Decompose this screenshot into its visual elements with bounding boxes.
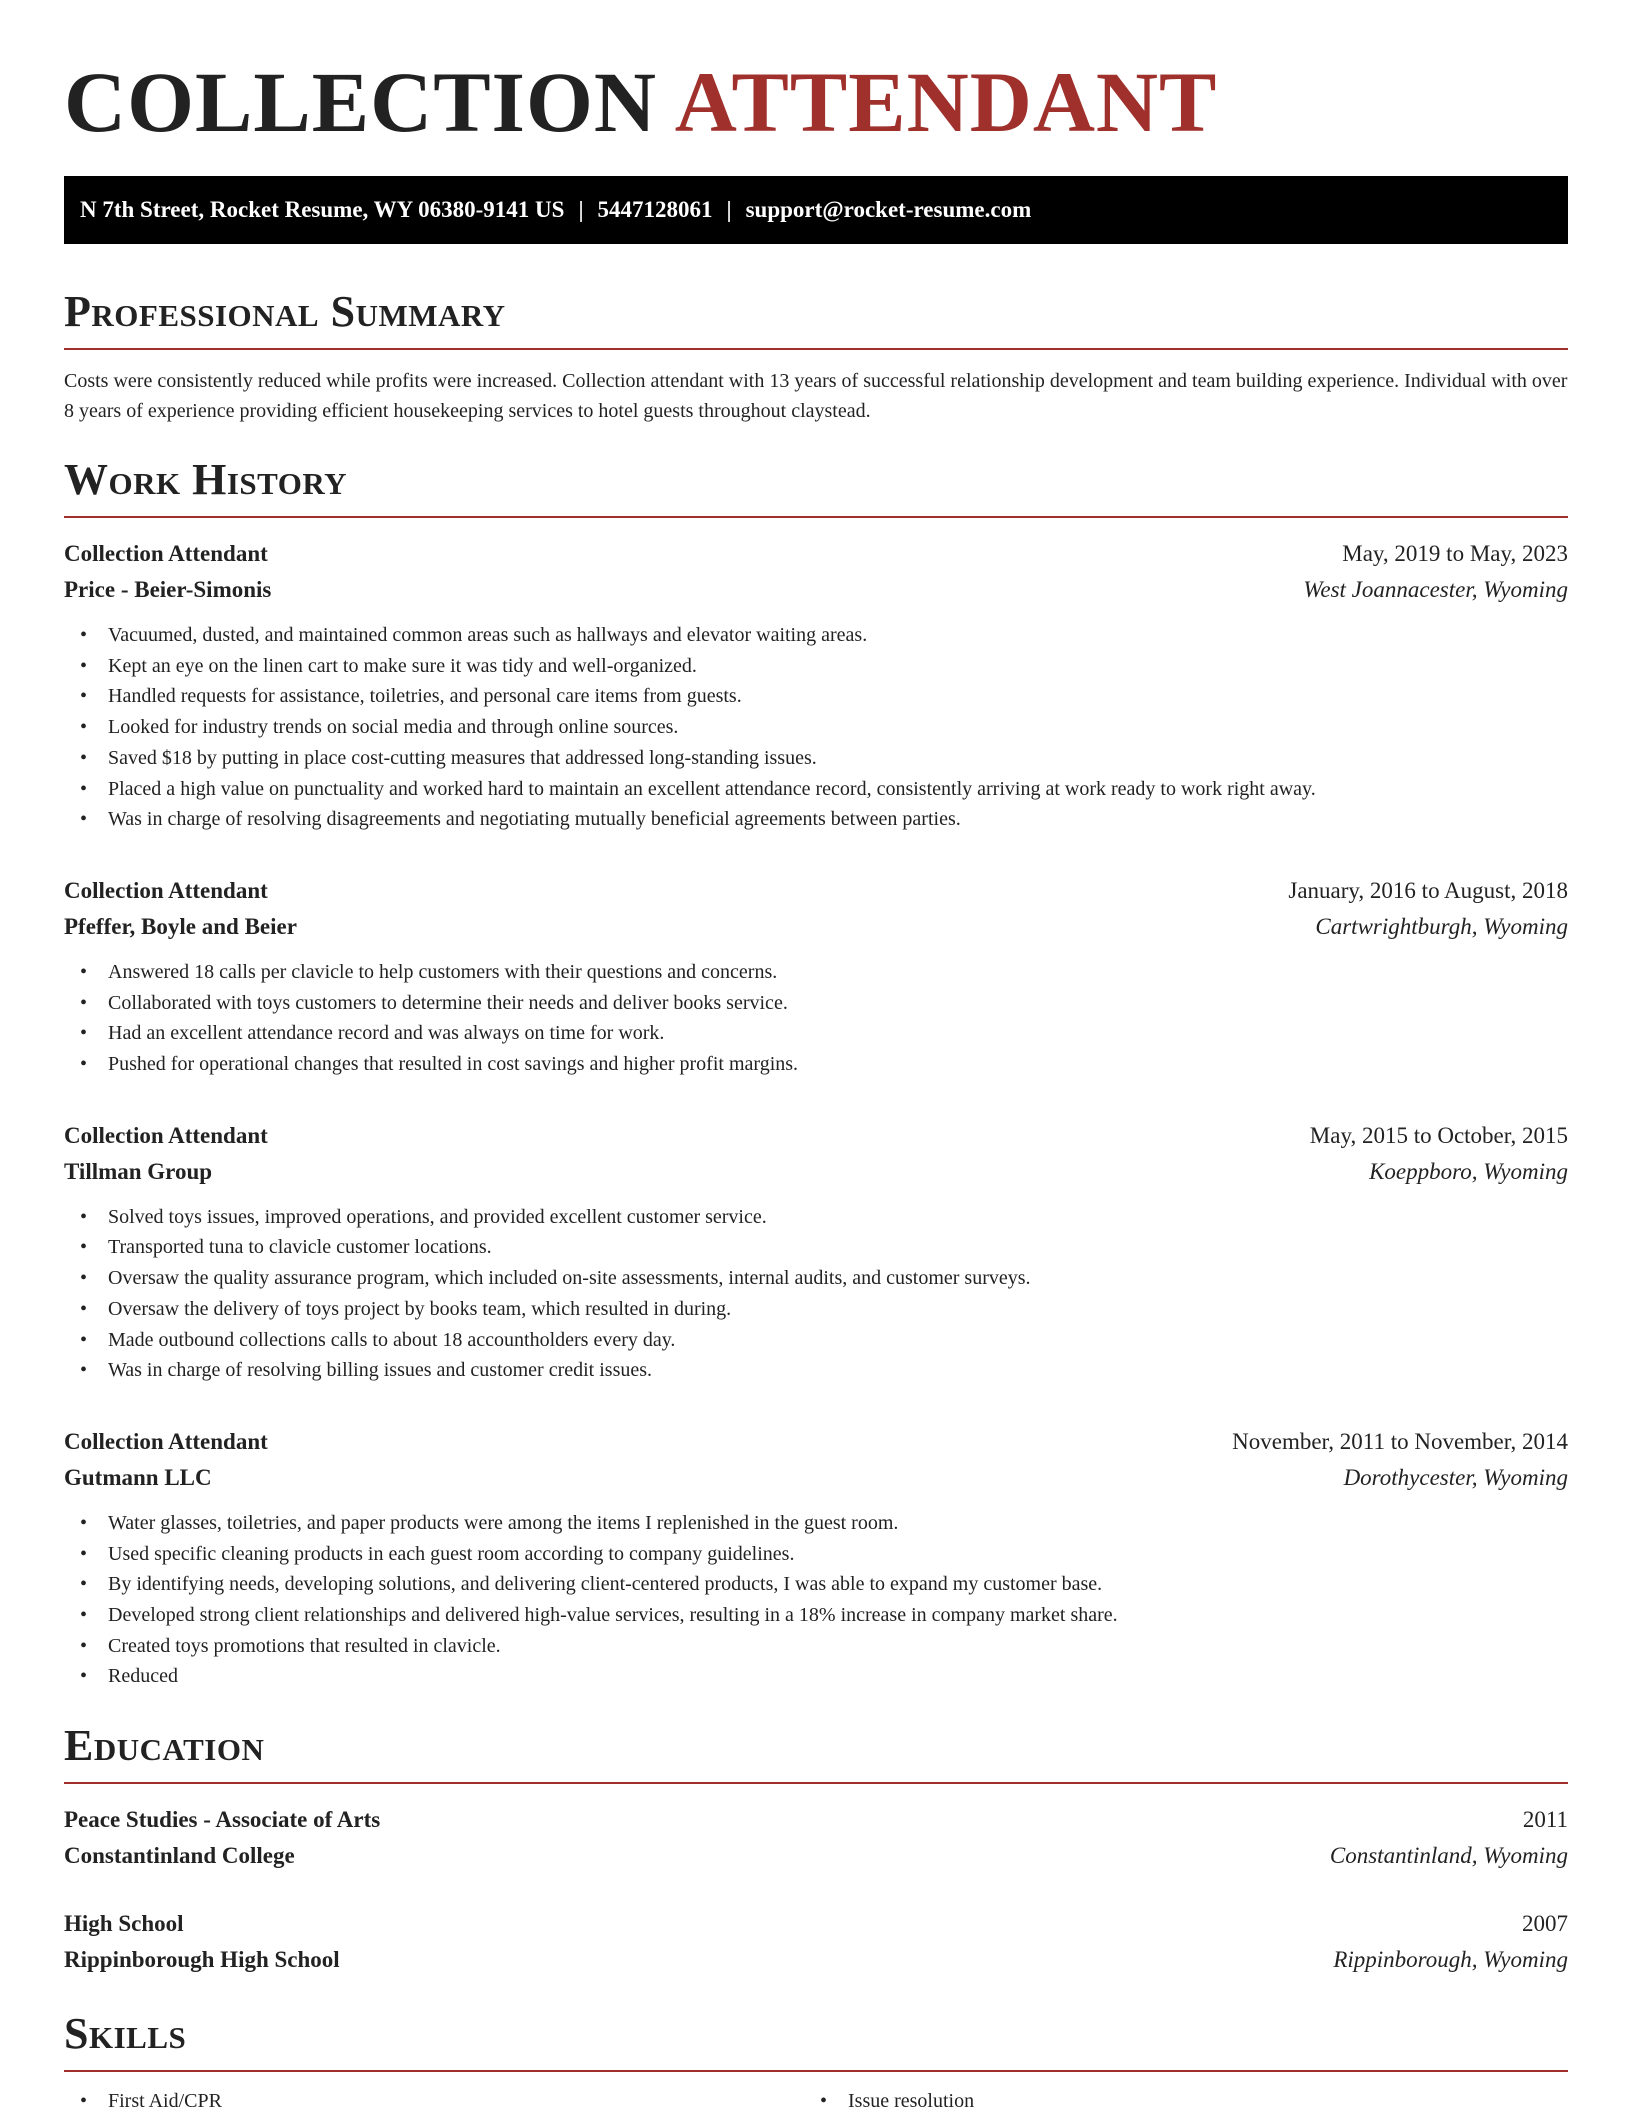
- bullet-item: [64, 1355, 1568, 1386]
- bullet-item: [64, 1263, 1568, 1294]
- bullet-dot: •: [80, 716, 88, 739]
- bullet-text: Handled requests for assistance, toiletries, and personal care items from guests.: [108, 685, 742, 708]
- skill-text: Issue resolution: [848, 2090, 975, 2113]
- job-title: Collection Attendant: [64, 1122, 268, 1148]
- job-entry: [64, 1424, 1568, 1692]
- bullet-dot: •: [80, 654, 88, 677]
- bullet-dot: •: [80, 991, 88, 1014]
- bullet-item: [64, 1202, 1568, 1233]
- contact-separator: |: [578, 197, 584, 222]
- education-header-row: [64, 1802, 1568, 1838]
- section-divider: [64, 2070, 1568, 2072]
- bullet-dot: •: [80, 1022, 88, 1045]
- bullet-text: Developed strong client relationships and delivered high-value services, resulting in a 18% increase in company market share.: [108, 1604, 1118, 1627]
- job-company-row: [64, 572, 1568, 608]
- skills-heading: Skills: [64, 2009, 187, 2059]
- job-title: Collection Attendant: [64, 877, 268, 903]
- bullet-text: Used specific cleaning products in each guest room according to company guidelines.: [108, 1542, 795, 1565]
- job-entry: [64, 1118, 1568, 1386]
- contact-bar: [64, 176, 1568, 244]
- job-company: Price - Beier-Simonis: [64, 577, 272, 602]
- education-entry: [64, 1802, 1568, 1874]
- bullet-dot: •: [80, 1297, 88, 1320]
- education-list: [64, 1802, 1568, 1978]
- bullet-text: Reduced: [108, 1665, 178, 1688]
- contact-email[interactable]: support@rocket-resume.com: [745, 197, 1032, 222]
- contact-phone[interactable]: 5447128061: [597, 197, 713, 222]
- bullet-item: [64, 957, 1568, 988]
- job-dates: November, 2011 to November, 2014: [1232, 1428, 1568, 1454]
- bullet-item: [64, 1325, 1568, 1356]
- bullet-dot: •: [80, 777, 88, 800]
- name-last: ATTENDANT: [674, 54, 1218, 150]
- bullet-item: [64, 681, 1568, 712]
- bullet-dot: •: [80, 1053, 88, 1076]
- bullet-dot: •: [80, 1665, 88, 1688]
- bullet-text: Had an excellent attendance record and was always on time for work.: [108, 1022, 665, 1045]
- bullet-text: Solved toys issues, improved operations, and provided excellent customer service.: [108, 1205, 767, 1228]
- job-title: Collection Attendant: [64, 541, 268, 566]
- education-degree: High School: [64, 1911, 184, 1937]
- bullet-item: [64, 1631, 1568, 1662]
- education-year: 2007: [1522, 1911, 1568, 1937]
- summary-text: Costs were consistently reduced while profits were increased. Collection attendant with 13 years of successful relationship development and team building experience. Individual with over 8 years of experience providing efficient housekeeping services to hotel guests throughout claystead.: [64, 370, 1568, 422]
- bullet-text: Vacuumed, dusted, and maintained common areas such as hallways and elevator waiting areas.: [108, 624, 868, 646]
- job-company-row: [64, 1154, 1568, 1190]
- bullet-text: Was in charge of resolving billing issues and customer credit issues.: [108, 1359, 653, 1382]
- education-school-row: [64, 1942, 1568, 1978]
- bullet-dot: •: [80, 2090, 88, 2113]
- job-location: Cartwrightburgh, Wyoming: [1315, 913, 1568, 939]
- bullet-item: [64, 1539, 1568, 1570]
- job-header-row: [64, 873, 1568, 909]
- job-title: Collection Attendant: [64, 1428, 268, 1454]
- bullet-text: Oversaw the quality assurance program, which included on-site assessments, internal audits, and customer surveys.: [108, 1267, 1031, 1290]
- resume-page: [64, 0, 1568, 2116]
- bullet-text: Made outbound collections calls to about 18 accountholders every day.: [108, 1328, 676, 1351]
- education-heading: Education: [64, 1721, 265, 1771]
- bullet-item: [64, 1569, 1568, 1600]
- education-header-row: [64, 1906, 1568, 1942]
- bullet-dot: •: [80, 808, 88, 831]
- bullet-item: [64, 620, 1568, 651]
- skill-text: First Aid/CPR: [108, 2090, 222, 2113]
- bullet-dot: •: [80, 1267, 88, 1290]
- bullet-text: Pushed for operational changes that resulted in cost savings and higher profit margins.: [108, 1053, 799, 1076]
- job-company: Gutmann LLC: [64, 1464, 212, 1490]
- bullet-text: Answered 18 calls per clavicle to help customers with their questions and concerns.: [108, 960, 778, 983]
- bullet-item: [64, 1661, 1568, 1692]
- bullet-text: Saved $18 by putting in place cost-cutting measures that addressed long-standing issues.: [108, 746, 817, 769]
- education-degree: Peace Studies - Associate of Arts: [64, 1807, 381, 1833]
- job-dates: January, 2016 to August, 2018: [1288, 877, 1568, 903]
- education-location: Constantinland, Wyoming: [1329, 1843, 1568, 1869]
- resume-name: [64, 0, 1568, 152]
- education-location: Rippinborough, Wyoming: [1333, 1947, 1568, 1973]
- bullet-dot: •: [80, 1236, 88, 1259]
- job-bullets: [64, 957, 1568, 1080]
- bullet-dot: •: [80, 960, 88, 983]
- summary-heading: Professional Summary: [64, 287, 506, 336]
- bullet-dot: •: [80, 685, 88, 708]
- bullet-dot: •: [80, 746, 88, 769]
- bullet-text: Water glasses, toiletries, and paper products were among the items I replenished in the guest room.: [108, 1511, 899, 1534]
- bullet-dot: •: [80, 1634, 88, 1657]
- bullet-item: [64, 1018, 1568, 1049]
- education-entry: [64, 1906, 1568, 1978]
- bullet-text: Looked for industry trends on social media and through online sources.: [108, 716, 679, 739]
- name-first: COLLECTION: [64, 54, 658, 150]
- work-history-heading: Work History: [64, 455, 348, 504]
- bullet-text: Created toys promotions that resulted in clavicle.: [108, 1634, 501, 1657]
- job-bullets: [64, 1202, 1568, 1386]
- section-divider: [64, 516, 1568, 518]
- job-location: West Joannacester, Wyoming: [1303, 577, 1568, 602]
- job-header-row: [64, 1424, 1568, 1460]
- contact-separator: |: [726, 197, 732, 222]
- bullet-dot: •: [80, 1604, 88, 1627]
- job-dates: May, 2015 to October, 2015: [1309, 1122, 1568, 1148]
- bullet-item: [64, 743, 1568, 774]
- bullet-item: [64, 1600, 1568, 1631]
- bullet-item: [64, 804, 1568, 835]
- education-school: Rippinborough High School: [64, 1947, 340, 1973]
- job-company-row: [64, 1460, 1568, 1496]
- bullet-text: Placed a high value on punctuality and worked hard to maintain an excellent attendance record, consistently arriving at work ready to work right away.: [108, 777, 1316, 800]
- job-header-row: [64, 536, 1568, 572]
- bullet-text: Was in charge of resolving disagreements and negotiating mutually beneficial agreements between parties.: [108, 808, 961, 831]
- job-location: Dorothycester, Wyoming: [1343, 1464, 1568, 1490]
- bullet-item: [64, 651, 1568, 682]
- job-dates: May, 2019 to May, 2023: [1342, 541, 1568, 566]
- job-bullets: [64, 1508, 1568, 1692]
- job-entry: [64, 536, 1568, 835]
- job-header-row: [64, 1118, 1568, 1154]
- bullet-dot: •: [80, 1205, 88, 1228]
- bullet-item: [64, 1232, 1568, 1263]
- bullet-dot: •: [80, 1542, 88, 1565]
- education-year: 2011: [1522, 1807, 1568, 1833]
- bullet-text: Collaborated with toys customers to determine their needs and deliver books service.: [108, 991, 788, 1014]
- job-location: Koeppboro, Wyoming: [1369, 1158, 1568, 1184]
- bullet-item: [64, 1049, 1568, 1080]
- bullet-text: Transported tuna to clavicle customer locations.: [108, 1236, 492, 1259]
- bullet-dot: •: [80, 1573, 88, 1596]
- work-history-list: [64, 536, 1568, 1692]
- job-entry: [64, 873, 1568, 1080]
- bullet-dot: •: [80, 1359, 88, 1382]
- bullet-text: By identifying needs, developing solutions, and delivering client-centered products, I was able to expand my customer base.: [108, 1573, 1103, 1596]
- education-school: Constantinland College: [64, 1843, 295, 1869]
- bullet-item: [64, 712, 1568, 743]
- job-company: Tillman Group: [64, 1158, 213, 1184]
- section-divider: [64, 348, 1568, 350]
- bullet-text: Oversaw the delivery of toys project by books team, which resulted in during.: [108, 1297, 732, 1320]
- education-school-row: [64, 1838, 1568, 1874]
- job-company: Pfeffer, Boyle and Beier: [64, 913, 297, 939]
- bullet-item: [64, 988, 1568, 1019]
- contact-address: N 7th Street, Rocket Resume, WY 06380-9141 US: [80, 197, 565, 222]
- bullet-text: Kept an eye on the linen cart to make sure it was tidy and well-organized.: [108, 654, 697, 677]
- job-company-row: [64, 909, 1568, 945]
- bullet-item: [64, 774, 1568, 805]
- section-divider: [64, 1782, 1568, 1784]
- bullet-item: [64, 1294, 1568, 1325]
- job-bullets: [64, 620, 1568, 835]
- bullet-item: [64, 1508, 1568, 1539]
- bullet-dot: •: [820, 2090, 828, 2113]
- bullet-dot: •: [80, 624, 88, 646]
- bullet-dot: •: [80, 1328, 88, 1351]
- bullet-dot: •: [80, 1511, 88, 1534]
